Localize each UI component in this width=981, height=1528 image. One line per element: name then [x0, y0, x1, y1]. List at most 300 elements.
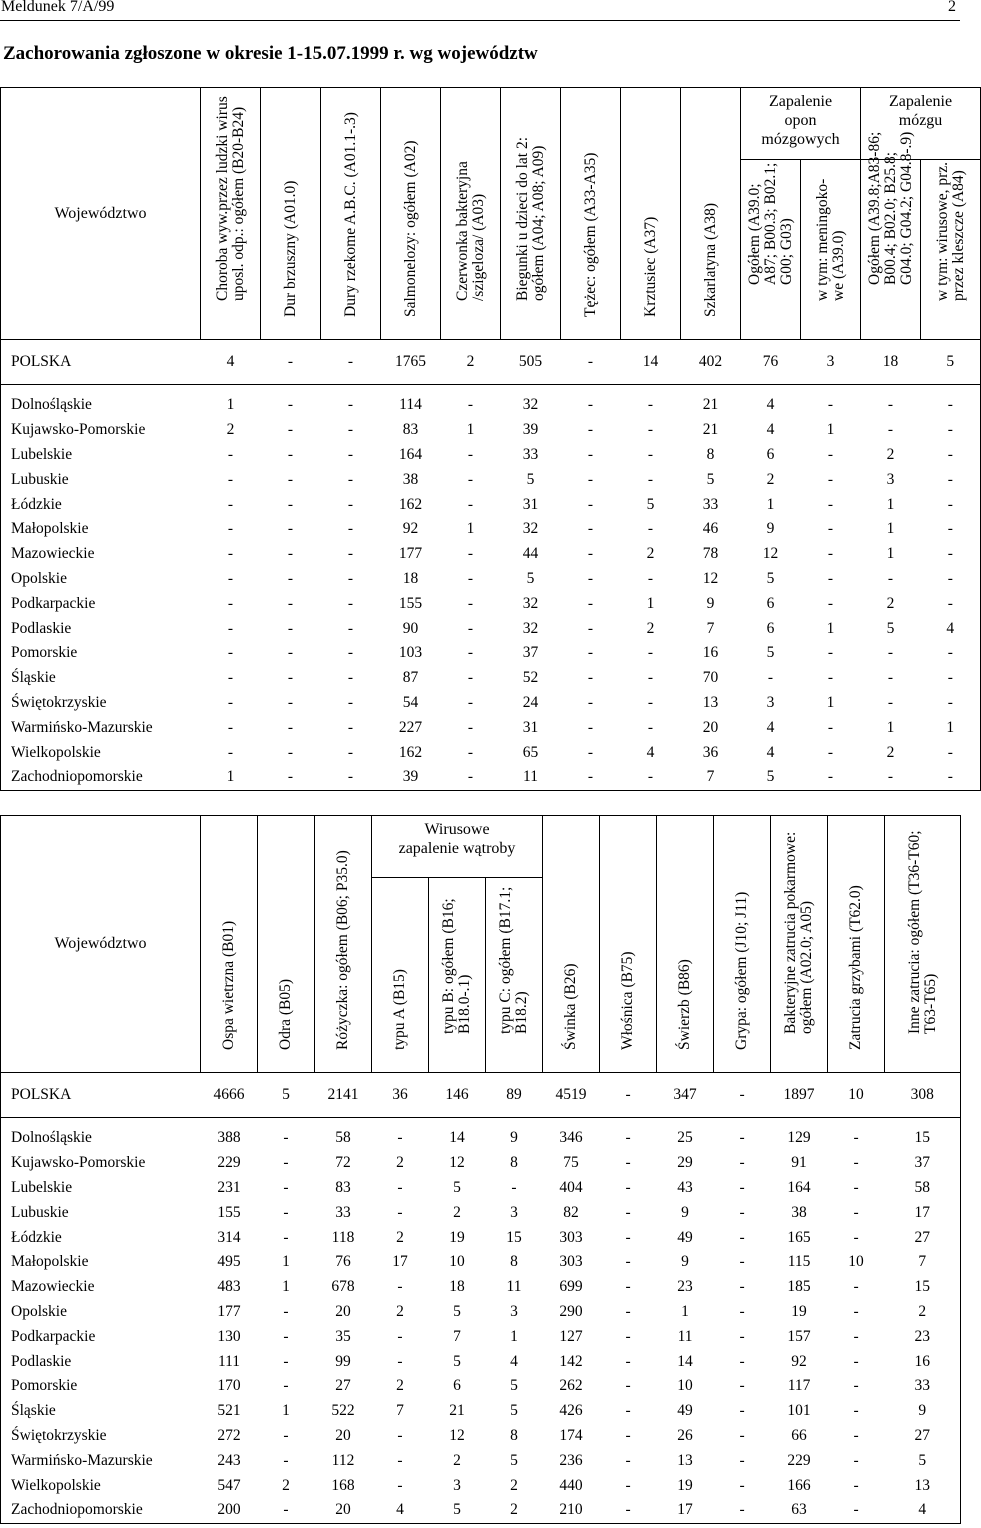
table-row	[1, 1300, 961, 1325]
cell-value: 8	[510, 1253, 518, 1271]
cell-value: 4	[510, 1352, 518, 1370]
cell-value: 27	[914, 1426, 931, 1444]
cell-value: -	[739, 1203, 745, 1221]
column-header	[657, 816, 714, 1073]
cell-value: 185	[787, 1278, 811, 1296]
cell-value: 5	[510, 1451, 518, 1469]
cell-value: -	[467, 495, 474, 513]
cell-value: 92	[791, 1352, 807, 1370]
cell-value: -	[853, 1402, 859, 1420]
cell-value: -	[397, 1129, 403, 1147]
province-name: Dolnośląskie	[11, 396, 92, 414]
cell-value: 1	[826, 421, 835, 439]
cell-value: -	[739, 1228, 745, 1246]
cell-value: 2	[453, 1451, 461, 1469]
cell-value: 4	[946, 619, 955, 637]
table-row	[1, 492, 981, 517]
disease-table-1	[0, 87, 981, 791]
column-header-label: Bakteryjne zatrucia pokarmowe: ogółem (A02.0; A05)	[782, 831, 816, 1034]
cell-value: 31	[522, 495, 539, 513]
province-name: Wielkopolskie	[11, 1476, 101, 1494]
cell-value: 63	[791, 1501, 807, 1519]
province-name: Dolnośląskie	[11, 1129, 92, 1147]
cell-value: 24	[522, 693, 539, 711]
cell-value: -	[625, 1451, 631, 1469]
cell-value: -	[827, 520, 834, 538]
cell-value: -	[853, 1228, 859, 1246]
column-header-label: Dur brzuszny (A01.0)	[281, 180, 299, 317]
cell-value: 164	[787, 1178, 811, 1196]
cell-value: -	[647, 569, 654, 587]
cell-value: -	[625, 1203, 631, 1221]
cell-value: -	[347, 569, 354, 587]
cell-value: 129	[787, 1129, 811, 1147]
cell-value: -	[739, 1501, 745, 1519]
cell-value: 166	[787, 1476, 811, 1494]
province-name: Lubelskie	[11, 445, 73, 463]
cell-value: 49	[677, 1228, 693, 1246]
cell-value: 8	[510, 1426, 518, 1444]
cell-value: -	[347, 495, 354, 513]
column-header	[741, 160, 801, 340]
column-header	[885, 816, 961, 1073]
cell-value: 75	[563, 1154, 579, 1172]
column-header-label: Salmonelozy: ogółem (A02)	[401, 140, 419, 317]
cell-value: -	[647, 396, 654, 414]
cell-value: -	[625, 1327, 631, 1345]
cell-value: -	[739, 1327, 745, 1345]
province-name: Warmińsko-Mazurskie	[11, 718, 153, 736]
cell-value: -	[287, 569, 294, 587]
cell-value: -	[739, 1253, 745, 1271]
cell-value: 5	[766, 768, 775, 786]
cell-value: -	[853, 1476, 859, 1494]
cell-value: -	[287, 445, 294, 463]
cell-value: 12	[449, 1154, 465, 1172]
cell-value: -	[625, 1476, 631, 1494]
cell-value: 200	[217, 1501, 241, 1519]
cell-value: 4	[201, 340, 261, 385]
cell-value: -	[647, 644, 654, 662]
cell-value: 27	[914, 1228, 931, 1246]
cell-value: 1	[886, 520, 895, 538]
column-header	[600, 816, 657, 1073]
encephalitis-group-header: Zapalenie mózgu	[861, 88, 981, 160]
cell-value: 90	[402, 619, 419, 637]
cell-value: -	[347, 619, 354, 637]
table-row	[1, 1225, 961, 1250]
cell-value: 1765	[381, 340, 441, 385]
cell-value: 14	[677, 1352, 693, 1370]
cell-value: 16	[914, 1352, 931, 1370]
cell-value: 165	[787, 1228, 811, 1246]
cell-value: -	[261, 340, 321, 385]
cell-value: 170	[217, 1377, 241, 1395]
cell-value: -	[947, 396, 953, 414]
cell-value: 9	[766, 520, 775, 538]
cell-value: 1	[886, 718, 895, 736]
cell-value: 4	[918, 1501, 927, 1519]
cell-value: 18	[402, 569, 419, 587]
cell-value: 522	[331, 1402, 355, 1420]
cell-value: 115	[787, 1253, 811, 1271]
column-header	[201, 816, 258, 1073]
cell-value: 5	[526, 569, 535, 587]
province-name: Lubuskie	[11, 470, 69, 488]
cell-value: 46	[702, 520, 719, 538]
cell-value: 15	[914, 1129, 931, 1147]
total-row	[1, 1073, 961, 1118]
cell-value: -	[714, 1073, 771, 1118]
cell-value: -	[283, 1451, 289, 1469]
cell-value: -	[647, 445, 654, 463]
cell-value: -	[287, 594, 294, 612]
cell-value: -	[321, 340, 381, 385]
province-name: Podlaskie	[11, 619, 72, 637]
cell-value: 388	[217, 1129, 241, 1147]
cell-value: 164	[398, 445, 423, 463]
cell-value: 20	[702, 718, 719, 736]
cell-value: -	[397, 1451, 403, 1469]
cell-value: 1	[826, 619, 835, 637]
province-name: POLSKA	[1, 340, 201, 385]
cell-value: 2	[510, 1476, 518, 1494]
column-header-label: w tym: meningoko- we (A39.0)	[813, 178, 847, 301]
column-header	[921, 160, 981, 340]
cell-value: 9	[706, 594, 715, 612]
cell-value: -	[827, 569, 834, 587]
cell-value: 5	[646, 495, 655, 513]
cell-value: -	[625, 1278, 631, 1296]
cell-value: -	[287, 470, 294, 488]
cell-value: 1	[226, 396, 235, 414]
column-header-label: Ogółem (A39.0; A87; B00.3; B02.1; G00; G03)	[745, 162, 795, 285]
cell-value: 9	[681, 1203, 689, 1221]
table-row	[1, 616, 981, 641]
cell-value: 303	[559, 1228, 583, 1246]
cell-value: 13	[677, 1451, 693, 1469]
cell-value: 32	[522, 594, 539, 612]
cell-value: 33	[522, 445, 539, 463]
cell-value: 1	[681, 1302, 689, 1320]
cell-value: 114	[399, 396, 422, 414]
cell-value: 2	[453, 1203, 461, 1221]
province-header: Województwo	[1, 88, 201, 340]
cell-value: -	[287, 743, 294, 761]
cell-value: -	[283, 1154, 289, 1172]
cell-value: 10	[848, 1253, 864, 1271]
cell-value: -	[767, 669, 774, 687]
cell-value: 11	[523, 768, 538, 786]
cell-value: 5	[453, 1501, 461, 1519]
table-row	[1, 418, 981, 443]
cell-value: -	[287, 644, 294, 662]
cell-value: -	[625, 1426, 631, 1444]
column-header	[321, 88, 381, 340]
cell-value: 89	[486, 1073, 543, 1118]
cell-value: 99	[335, 1352, 351, 1370]
cell-value: 78	[702, 545, 719, 563]
page-header	[0, 0, 960, 21]
province-name: Pomorskie	[11, 1377, 78, 1395]
cell-value: 2	[510, 1501, 518, 1519]
cell-value: -	[827, 470, 834, 488]
cell-value: 4	[766, 396, 775, 414]
province-name: Śląskie	[11, 669, 56, 687]
province-name: Mazowieckie	[11, 1278, 95, 1296]
cell-value: 5	[453, 1178, 461, 1196]
cell-value: -	[587, 594, 594, 612]
cell-value: 112	[331, 1451, 355, 1469]
cell-value: -	[347, 421, 354, 439]
cell-value: 1	[826, 693, 835, 711]
cell-value: 39	[522, 421, 539, 439]
cell-value: -	[287, 520, 294, 538]
cell-value: 177	[398, 545, 423, 563]
cell-value: 91	[791, 1154, 807, 1172]
cell-value: -	[827, 768, 834, 786]
column-header	[681, 88, 741, 340]
cell-value: 58	[914, 1178, 931, 1196]
table-row	[1, 542, 981, 567]
cell-value: -	[625, 1402, 631, 1420]
column-header-label: Odra (B05)	[277, 978, 294, 1050]
cell-value: -	[397, 1327, 403, 1345]
cell-value: 290	[559, 1302, 583, 1320]
cell-value: -	[347, 470, 354, 488]
cell-value: 72	[335, 1154, 351, 1172]
column-header-label: Biegunki u dzieci do lat 2: ogółem (A04; A08; A09)	[513, 136, 547, 301]
cell-value: 210	[559, 1501, 583, 1519]
cell-value: 19	[791, 1302, 807, 1320]
cell-value: 1	[282, 1402, 290, 1420]
cell-value: 5	[510, 1377, 518, 1395]
cell-value: 17	[914, 1203, 931, 1221]
meningitis-group-header: Zapalenie opon mózgowych	[741, 88, 861, 160]
cell-value: 2	[396, 1228, 404, 1246]
cell-value: -	[625, 1501, 631, 1519]
cell-value: 495	[217, 1253, 241, 1271]
cell-value: 5	[918, 1451, 927, 1469]
cell-value: 229	[217, 1154, 241, 1172]
cell-value: -	[511, 1178, 517, 1196]
cell-value: -	[397, 1278, 403, 1296]
cell-value: 231	[217, 1178, 241, 1196]
cell-value: -	[283, 1377, 289, 1395]
cell-value: 162	[398, 743, 423, 761]
column-header-label: typu C: ogółem (B17.1; B18.2)	[497, 886, 531, 1034]
cell-value: -	[947, 768, 953, 786]
cell-value: -	[887, 669, 894, 687]
table-row	[1, 385, 981, 418]
cell-value: -	[739, 1278, 745, 1296]
cell-value: 10	[828, 1073, 885, 1118]
cell-value: 4	[766, 421, 775, 439]
cell-value: -	[587, 768, 594, 786]
cell-value: 9	[681, 1253, 689, 1271]
cell-value: 16	[702, 644, 719, 662]
cell-value: -	[853, 1451, 859, 1469]
disease-table-2	[0, 815, 961, 1524]
province-name: Łódzkie	[11, 495, 62, 513]
cell-value: 4	[646, 743, 655, 761]
cell-value: 314	[217, 1228, 241, 1246]
cell-value: 6	[766, 594, 775, 612]
cell-value: 146	[429, 1073, 486, 1118]
column-header	[372, 878, 429, 1073]
cell-value: -	[625, 1253, 631, 1271]
column-header	[714, 816, 771, 1073]
cell-value: 1897	[771, 1073, 828, 1118]
cell-value: 92	[402, 520, 419, 538]
cell-value: -	[467, 743, 474, 761]
cell-value: -	[283, 1203, 289, 1221]
cell-value: 3	[510, 1203, 518, 1221]
cell-value: 29	[677, 1154, 693, 1172]
cell-value: -	[853, 1178, 859, 1196]
cell-value: 142	[559, 1352, 583, 1370]
cell-value: -	[347, 396, 354, 414]
column-header-label: Tężec: ogółem (A33-A35)	[581, 152, 599, 317]
column-header-label: Czerwonka bakteryjna /szigeloza/ (A03)	[453, 161, 487, 301]
cell-value: 83	[335, 1178, 351, 1196]
cell-value: -	[347, 545, 354, 563]
cell-value: 33	[335, 1203, 351, 1221]
cell-value: 678	[331, 1278, 355, 1296]
cell-value: -	[227, 718, 234, 736]
cell-value: -	[887, 396, 894, 414]
cell-value: -	[227, 569, 234, 587]
cell-value: -	[625, 1178, 631, 1196]
cell-value: 2	[396, 1377, 404, 1395]
cell-value: -	[287, 619, 294, 637]
cell-value: -	[647, 470, 654, 488]
cell-value: 118	[331, 1228, 355, 1246]
cell-value: 15	[914, 1278, 931, 1296]
cell-value: 38	[791, 1203, 807, 1221]
cell-value: 7	[706, 768, 715, 786]
cell-value: 5	[886, 619, 895, 637]
table-row	[1, 1250, 961, 1275]
cell-value: 236	[559, 1451, 583, 1469]
cell-value: 4519	[543, 1073, 600, 1118]
cell-value: -	[397, 1203, 403, 1221]
cell-value: -	[600, 1073, 657, 1118]
column-header-label: typu A (B15)	[391, 969, 408, 1050]
province-name: Kujawsko-Pomorskie	[11, 421, 146, 439]
cell-value: 505	[501, 340, 561, 385]
cell-value: -	[467, 693, 474, 711]
cell-value: 5	[258, 1073, 315, 1118]
cell-value: -	[587, 669, 594, 687]
cell-value: -	[227, 619, 234, 637]
cell-value: 10	[677, 1377, 693, 1395]
cell-value: 4	[766, 743, 775, 761]
cell-value: 2	[646, 619, 655, 637]
cell-value: 157	[787, 1327, 811, 1345]
cell-value: -	[287, 768, 294, 786]
column-header-label: w tym: wirusowe, prz. przez kleszcze (A84)	[933, 161, 967, 301]
cell-value: -	[739, 1402, 745, 1420]
cell-value: 10	[449, 1253, 465, 1271]
cell-value: 2	[282, 1476, 290, 1494]
cell-value: -	[625, 1154, 631, 1172]
cell-value: 2	[441, 340, 501, 385]
cell-value: 17	[392, 1253, 408, 1271]
cell-value: -	[467, 569, 474, 587]
cell-value: -	[625, 1302, 631, 1320]
column-header-label: Inne zatrucia: ogółem (T36-T60; T63-T65)	[905, 830, 939, 1034]
cell-value: 3	[801, 340, 861, 385]
province-name: Łódzkie	[11, 1228, 62, 1246]
cell-value: -	[467, 445, 474, 463]
column-header	[258, 816, 315, 1073]
cell-value: -	[887, 569, 894, 587]
cell-value: -	[647, 520, 654, 538]
column-header	[561, 88, 621, 340]
cell-value: 699	[559, 1278, 583, 1296]
cell-value: 3	[453, 1476, 461, 1494]
table-row	[1, 1324, 961, 1349]
cell-value: -	[287, 718, 294, 736]
cell-value: -	[827, 545, 834, 563]
province-name: Podlaskie	[11, 1352, 72, 1370]
column-header	[381, 88, 441, 340]
column-header	[621, 88, 681, 340]
cell-value: -	[625, 1377, 631, 1395]
cell-value: -	[887, 768, 894, 786]
cell-value: -	[283, 1352, 289, 1370]
cell-value: 1	[886, 545, 895, 563]
province-name: Zachodniopomorskie	[11, 1501, 143, 1519]
cell-value: -	[467, 470, 474, 488]
cell-value: 547	[217, 1476, 241, 1494]
cell-value: -	[587, 445, 594, 463]
cell-value: 229	[787, 1451, 811, 1469]
cell-value: -	[739, 1178, 745, 1196]
cell-value: 32	[522, 520, 539, 538]
cell-value: -	[827, 594, 834, 612]
cell-value: 3	[766, 693, 775, 711]
province-header: Województwo	[1, 816, 201, 1073]
cell-value: 66	[791, 1426, 807, 1444]
cell-value: -	[467, 545, 474, 563]
column-header-label: Zatrucia grzybami (T62.0)	[847, 885, 865, 1050]
province-name: Kujawsko-Pomorskie	[11, 1154, 146, 1172]
cell-value: 76	[335, 1253, 351, 1271]
cell-value: 52	[522, 669, 539, 687]
cell-value: -	[587, 693, 594, 711]
cell-value: -	[227, 470, 234, 488]
cell-value: -	[347, 445, 354, 463]
cell-value: 4	[766, 718, 775, 736]
cell-value: 103	[398, 644, 423, 662]
column-header-label: Różyczka: ogółem (B06; P35.0)	[334, 850, 351, 1050]
cell-value: -	[283, 1228, 289, 1246]
cell-value: -	[947, 445, 953, 463]
cell-value: -	[739, 1377, 745, 1395]
table-row	[1, 1498, 961, 1523]
cell-value: 31	[522, 718, 539, 736]
cell-value: 9	[510, 1129, 518, 1147]
cell-value: 49	[677, 1402, 693, 1420]
cell-value: -	[947, 669, 953, 687]
cell-value: 1	[510, 1327, 518, 1345]
cell-value: 3	[510, 1302, 518, 1320]
table-row	[1, 641, 981, 666]
cell-value: -	[947, 693, 953, 711]
cell-value: -	[397, 1426, 403, 1444]
